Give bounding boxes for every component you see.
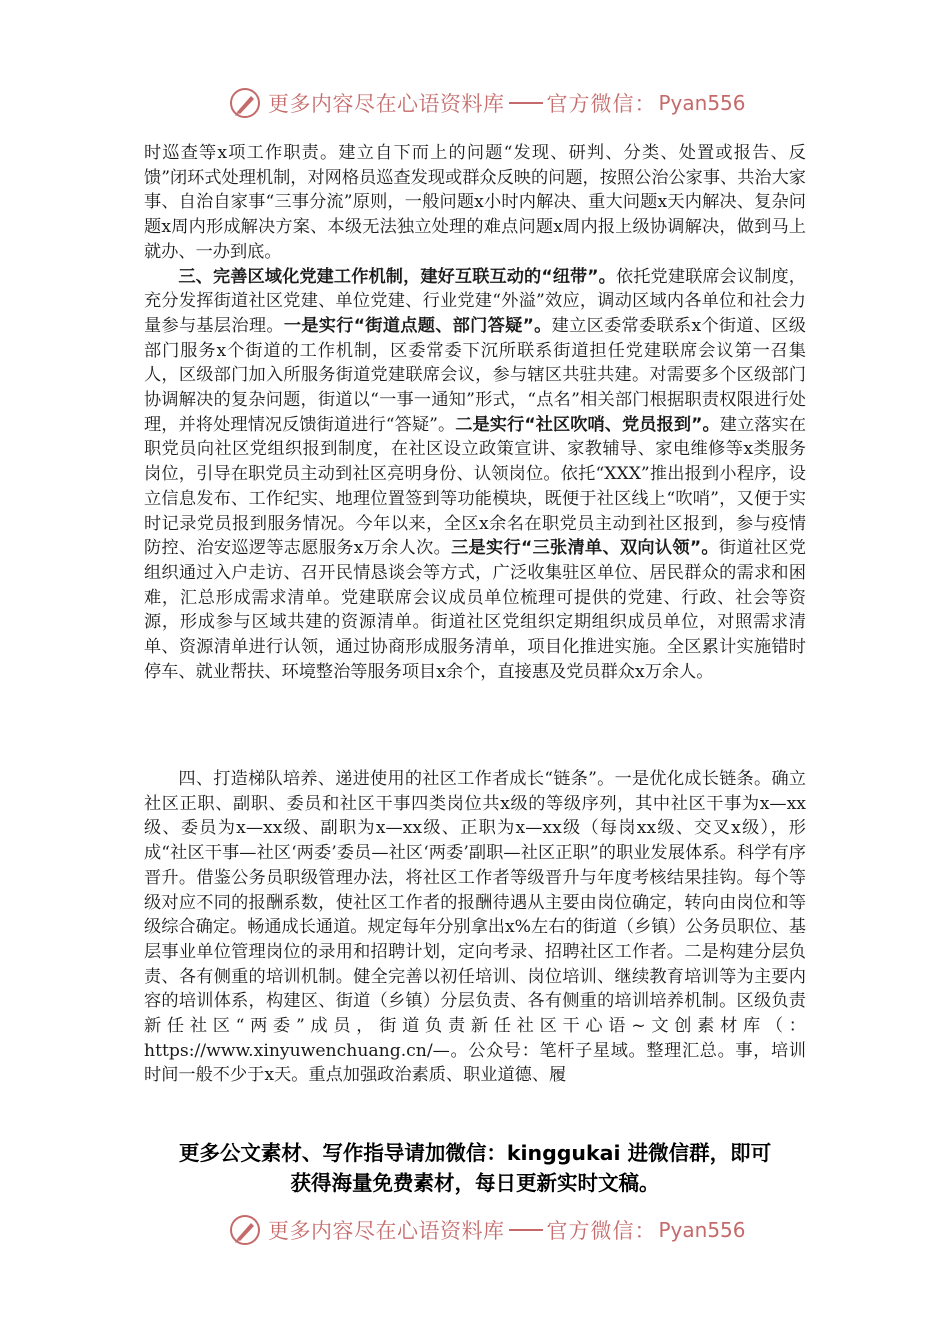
watermark-handle: Pyan556 xyxy=(658,1218,746,1242)
watermark-text: 更多内容尽在心语资料库 xyxy=(268,92,505,116)
promo-line-1: 更多公文素材、写作指导请加微信：kinggukai 进微信群，即可 xyxy=(178,1141,772,1165)
point-three-heading: 三是实行“三张清单、双向认领”。 xyxy=(451,538,719,559)
section-three-heading: 三、完善区域化党建工作机制，建好互联互动的“纽带”。 xyxy=(178,266,616,287)
point-two-heading: 二是实行“社区吹哨、党员报到”。 xyxy=(455,414,720,435)
paragraph-continuation xyxy=(144,141,806,265)
pen-nib-logo-icon xyxy=(228,86,262,120)
pen-nib-logo-icon xyxy=(228,1213,262,1247)
paragraph-text: 时巡查等x项工作职责。建立自下而上的问题“发现、研判、分类、处置或报告、反馈”闭环式处理机制，对网格员巡查发现或群众反映的问题，按照公治公家事、共治大家事、自治自家事“三事分流”原则，一般问题x小时内解决、重大问题x天内解决、复杂问题x周内形成解决方案、本级无法独立处理的难点问题x周内报上级协调解决，做到马上就办、一办到底。 xyxy=(144,143,806,262)
watermark-dash xyxy=(509,1229,543,1231)
promo-line-2: 获得海量免费素材，每日更新实时文稿。 xyxy=(290,1171,660,1195)
paragraph-text: 建立落实在职党员向社区党组织报到制度，在社区设立政策宣讲、家教辅导、家电维修等x类服务岗位，引导在职党员主动到社区亮明身份、认领岗位。依托“XXX”推出报到小程序，设立信息发布、工作纪实、地理位置签到等功能模块，既便于社区线上“吹哨”，又便于实时记录党员报到服务情况。今年以来，全区x余名在职党员主动到社区报到，参与疫情防控、治安巡逻等志愿服务x万余人次。 xyxy=(144,414,807,559)
watermark-contact-label: 官方微信： xyxy=(546,92,657,116)
watermark-contact-label: 官方微信： xyxy=(546,1219,657,1243)
paragraph-text: 依托党建联席会议制度，充分发挥街道社区党建、单位党建、行业党建“外溢”效应，调动区域内各单位和社会力量参与基层治理。 xyxy=(144,266,806,336)
watermark-handle: Pyan556 xyxy=(658,91,746,115)
watermark-text: 更多内容尽在心语资料库 xyxy=(268,1219,505,1243)
promo-banner xyxy=(120,1138,830,1198)
paragraph-section-four: 四、打造梯队培养、递进使用的社区工作者成长“链条”。一是优化成长链条。确立社区正职、副职、委员和社区干事四类岗位共x级的等级序列，其中社区干事为x—xx级、委员为x—xx级、副职为x—xx级、正职为x—xx级（每岗xx级、交叉x级），形成“社区干事—社区‘两委’委员—社区‘两委’副职—社区正职”的职业发展体系。科学有序晋升。借鉴公务员职级管理办法，将社区工作者等级晋升与年度考核结果挂钩。每个等级对应不同的报酬系数，使社区工作者的报酬待遇从主要由岗位确定，转向由岗位和等级综合确定。畅通成长通道。规定每年分别拿出x%左右的街道（乡镇）公务员职位、基层事业单位管理岗位的录用和招聘计划，定向考录、招聘社区工作者。二是构建分层负责、各有侧重的培训机制。健全完善以初任培训、岗位培训、继续教育培训等为主要内容的培训体系，构建区、街道（乡镇）分层负责、各有侧重的培训培养机制。区级负责新任社区“两委”成员，街道负责新任社区干心语~文创素材库（：https://www.xinyuwenchuang.cn/—。公众号：笔杆子星域。整理汇总。事，培训时间一般不少于x天。重点加强政治素质、职业道德、履 xyxy=(144,769,806,1086)
watermark-dash xyxy=(509,102,543,104)
watermark-header xyxy=(228,83,746,123)
paragraph-text: 街道社区党组织通过入户走访、召开民情恳谈会等方式，广泛收集驻区单位、居民群众的需求和困难，汇总形成需求清单。党建联席会议成员单位梳理可提供的党建、行政、社会等资源，形成参与区域共建的资源清单。街道社区党组织定期组织成员单位，对照需求清单、资源清单进行认领，通过协商形成服务清单，项目化推进实施。全区累计实施错时停车、就业帮扶、环境整治等服务项目x余个，直接惠及党员群众x万余人。 xyxy=(144,538,806,682)
point-one-heading: 一是实行“街道点题、部门答疑”。 xyxy=(283,315,552,336)
paragraph-text: 建立区委常委联系x个街道、区级部门服务x个街道的工作机制，区委常委下沉所联系街道担任党建联席会议第一召集人，区级部门加入所服务街道党建联席会议，参与辖区共驻共建。对需要多个区级部门协调解决的复杂问题，街道以“一事一通知”形式，“点名”相关部门根据职责权限进行处理，并将处理情况反馈街道进行“答疑”。 xyxy=(144,315,806,435)
body-section-1 xyxy=(144,141,806,684)
body-section-2 xyxy=(144,767,806,1088)
paragraph-section-three xyxy=(144,265,806,685)
watermark-footer xyxy=(228,1210,746,1250)
